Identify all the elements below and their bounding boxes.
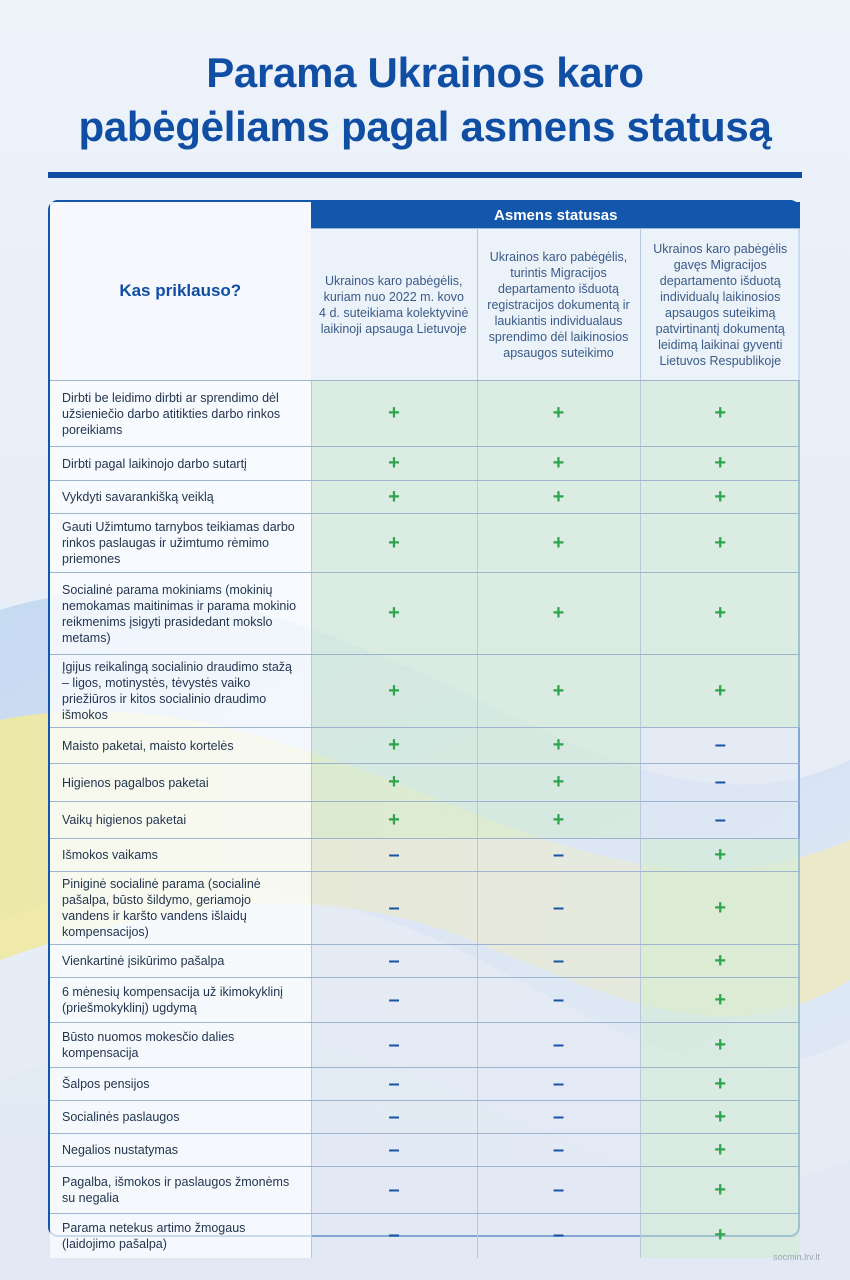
minus-icon: –	[388, 1138, 400, 1161]
table-row	[50, 945, 800, 978]
eligible-cell	[640, 978, 800, 1023]
eligible-cell	[311, 381, 477, 447]
plus-icon: +	[552, 531, 565, 554]
eligible-cell	[311, 573, 477, 655]
eligible-cell	[640, 1167, 800, 1214]
eligible-cell	[640, 1101, 800, 1134]
minus-icon: –	[388, 949, 400, 972]
plus-icon: +	[552, 734, 565, 756]
not-eligible-cell	[311, 1214, 477, 1258]
not-eligible-cell	[311, 978, 477, 1023]
minus-icon: –	[714, 771, 726, 793]
benefit-label: Socialinė parama mokiniams (mokinių nemokamas maitinimas ir parama mokinio reikmenims įsigyti prasidedant mokslo metams)	[50, 573, 311, 655]
not-eligible-cell	[477, 839, 640, 872]
benefit-label: Pagalba, išmokos ir paslaugos žmonėms su negalia	[50, 1167, 311, 1214]
benefit-rows	[50, 381, 800, 1258]
table-row	[50, 978, 800, 1023]
table-row	[50, 1214, 800, 1258]
minus-icon: –	[388, 896, 400, 919]
benefit-label: Dirbti be leidimo dirbti ar sprendimo dėl užsieniečio darbo atitikties darbo rinkos poreikiams	[50, 381, 311, 447]
eligible-cell	[477, 655, 640, 728]
not-eligible-cell	[640, 728, 800, 764]
eligible-cell	[311, 447, 477, 481]
plus-icon: +	[714, 485, 727, 508]
plus-icon: +	[388, 452, 400, 474]
table-row	[50, 655, 800, 728]
benefit-label: Parama netekus artimo žmogaus (laidojimo pašalpa)	[50, 1214, 311, 1258]
not-eligible-cell	[311, 1134, 477, 1167]
plus-icon: +	[714, 1138, 727, 1161]
plus-icon: +	[552, 402, 565, 424]
benefits-table	[48, 200, 800, 1251]
plus-icon: +	[714, 602, 727, 624]
benefit-label: Išmokos vaikams	[50, 839, 311, 872]
minus-icon: –	[552, 1138, 565, 1161]
plus-icon: +	[552, 808, 565, 831]
plus-icon: +	[714, 1033, 727, 1056]
eligible-cell	[640, 1134, 800, 1167]
benefit-label: Gauti Užimtumo tarnybos teikiamas darbo rinkos paslaugas ir užimtumo rėmimo priemones	[50, 514, 311, 573]
eligible-cell	[640, 1023, 800, 1068]
table-row	[50, 514, 800, 573]
benefit-label: Šalpos pensijos	[50, 1068, 311, 1101]
not-eligible-cell	[477, 1023, 640, 1068]
plus-icon: +	[714, 949, 727, 972]
minus-icon: –	[388, 988, 400, 1011]
table-row	[50, 728, 800, 764]
eligible-cell	[477, 573, 640, 655]
eligible-cell	[311, 655, 477, 728]
not-eligible-cell	[311, 1023, 477, 1068]
not-eligible-cell	[640, 802, 800, 839]
table-row	[50, 481, 800, 514]
eligible-cell	[640, 945, 800, 978]
plus-icon: +	[552, 452, 565, 474]
table-row	[50, 1167, 800, 1214]
eligible-cell	[640, 481, 800, 514]
not-eligible-cell	[477, 1167, 640, 1214]
plus-icon: +	[388, 771, 400, 793]
eligible-cell	[477, 447, 640, 481]
not-eligible-cell	[311, 1167, 477, 1214]
not-eligible-cell	[477, 872, 640, 945]
plus-icon: +	[388, 531, 400, 554]
minus-icon: –	[552, 1105, 565, 1128]
not-eligible-cell	[477, 1134, 640, 1167]
plus-icon: +	[714, 1224, 727, 1247]
who-header: Kas priklauso?	[50, 202, 311, 381]
minus-icon: –	[552, 1033, 565, 1056]
eligible-cell	[640, 381, 800, 447]
plus-icon: +	[714, 402, 727, 424]
minus-icon: –	[388, 1224, 400, 1247]
table-row	[50, 381, 800, 447]
minus-icon: –	[552, 1072, 565, 1095]
eligible-cell	[640, 655, 800, 728]
benefit-label: Socialinės paslaugos	[50, 1101, 311, 1134]
benefit-label: Įgijus reikalingą socialinio draudimo stažą – ligos, motinystės, tėvystės vaiko priežiūros ir kitos socialinio draudimo išmokos	[50, 655, 311, 728]
eligible-cell	[477, 514, 640, 573]
table-row	[50, 447, 800, 481]
eligible-cell	[640, 1068, 800, 1101]
eligible-cell	[311, 728, 477, 764]
minus-icon: –	[552, 843, 565, 866]
table-row	[50, 872, 800, 945]
not-eligible-cell	[311, 872, 477, 945]
minus-icon: –	[388, 1105, 400, 1128]
eligible-cell	[640, 447, 800, 481]
status-column-residence-permit: Ukrainos karo pabėgėlis gavęs Migracijos departamento išduotą individualų laikinosios apsaugos suteikimą patvirtinantį dokumentą leidimą laikinai gyventi Lietuvos Respublikoje	[640, 229, 800, 381]
plus-icon: +	[714, 531, 727, 554]
minus-icon: –	[388, 1072, 400, 1095]
plus-icon: +	[552, 679, 565, 702]
plus-icon: +	[388, 485, 400, 508]
not-eligible-cell	[477, 978, 640, 1023]
not-eligible-cell	[311, 945, 477, 978]
eligible-cell	[477, 764, 640, 802]
benefit-label: Piniginė socialinė parama (socialinė pašalpa, būsto šildymo, geriamojo vandens ir karšto vandens išlaidų kompensacijos)	[50, 872, 311, 945]
title-line-1: Parama Ukrainos karo	[206, 49, 644, 96]
plus-icon: +	[714, 1178, 727, 1201]
minus-icon: –	[714, 808, 726, 831]
plus-icon: +	[714, 679, 727, 702]
eligible-cell	[640, 872, 800, 945]
benefit-label: Vykdyti savarankišką veiklą	[50, 481, 311, 514]
source-credit: socmin.lrv.lt	[773, 1252, 820, 1262]
benefit-label: Vienkartinė įsikūrimo pašalpa	[50, 945, 311, 978]
page-title	[0, 46, 850, 154]
plus-icon: +	[388, 679, 400, 702]
table-row	[50, 764, 800, 802]
minus-icon: –	[552, 896, 565, 919]
eligible-cell	[311, 481, 477, 514]
benefit-label: 6 mėnesių kompensacija už ikimokyklinį (priešmokyklinį) ugdymą	[50, 978, 311, 1023]
plus-icon: +	[552, 602, 565, 624]
eligible-cell	[640, 1214, 800, 1258]
plus-icon: +	[552, 771, 565, 793]
eligible-cell	[640, 839, 800, 872]
eligible-cell	[640, 514, 800, 573]
not-eligible-cell	[311, 839, 477, 872]
not-eligible-cell	[477, 945, 640, 978]
plus-icon: +	[388, 808, 400, 831]
not-eligible-cell	[477, 1101, 640, 1134]
plus-icon: +	[714, 452, 727, 474]
not-eligible-cell	[311, 1068, 477, 1101]
plus-icon: +	[388, 734, 400, 756]
eligible-cell	[477, 381, 640, 447]
table-row	[50, 573, 800, 655]
not-eligible-cell	[311, 1101, 477, 1134]
not-eligible-cell	[477, 1068, 640, 1101]
eligible-cell	[477, 481, 640, 514]
table-row	[50, 839, 800, 872]
benefit-label: Maisto paketai, maisto kortelės	[50, 728, 311, 764]
status-header: Asmens statusas	[311, 202, 800, 229]
plus-icon: +	[714, 843, 727, 866]
plus-icon: +	[552, 485, 565, 508]
benefit-label: Higienos pagalbos paketai	[50, 764, 311, 802]
plus-icon: +	[388, 402, 400, 424]
not-eligible-cell	[640, 764, 800, 802]
minus-icon: –	[552, 1178, 565, 1201]
plus-icon: +	[388, 602, 400, 624]
status-column-collective-protection: Ukrainos karo pabėgėlis, kuriam nuo 2022 m. kovo 4 d. suteikiama kolektyvinė laikinoji apsauga Lietuvoje	[311, 229, 477, 381]
plus-icon: +	[714, 896, 727, 919]
eligible-cell	[311, 764, 477, 802]
table-row	[50, 802, 800, 839]
minus-icon: –	[388, 843, 400, 866]
minus-icon: –	[388, 1178, 400, 1201]
benefit-label: Būsto nuomos mokesčio dalies kompensacija	[50, 1023, 311, 1068]
table-row	[50, 1134, 800, 1167]
not-eligible-cell	[477, 1214, 640, 1258]
eligible-cell	[477, 802, 640, 839]
title-line-2: pabėgėliams pagal asmens statusą	[78, 103, 772, 150]
table-row	[50, 1068, 800, 1101]
table-row	[50, 1023, 800, 1068]
eligible-cell	[311, 802, 477, 839]
minus-icon: –	[714, 734, 726, 756]
minus-icon: –	[552, 988, 565, 1011]
eligible-cell	[477, 728, 640, 764]
minus-icon: –	[552, 949, 565, 972]
benefit-label: Dirbti pagal laikinojo darbo sutartį	[50, 447, 311, 481]
eligible-cell	[640, 573, 800, 655]
plus-icon: +	[714, 1072, 727, 1095]
status-column-registration-document: Ukrainos karo pabėgėlis, turintis Migracijos departamento išduotą registracijos dokumentą ir laukiantis individualaus sprendimo dėl laikinosios apsaugos suteikimo	[477, 229, 640, 381]
benefit-label: Negalios nustatymas	[50, 1134, 311, 1167]
minus-icon: –	[552, 1224, 565, 1247]
plus-icon: +	[714, 988, 727, 1011]
eligible-cell	[311, 514, 477, 573]
minus-icon: –	[388, 1033, 400, 1056]
plus-icon: +	[714, 1105, 727, 1128]
title-underline	[48, 172, 802, 178]
table-row	[50, 1101, 800, 1134]
benefit-label: Vaikų higienos paketai	[50, 802, 311, 839]
